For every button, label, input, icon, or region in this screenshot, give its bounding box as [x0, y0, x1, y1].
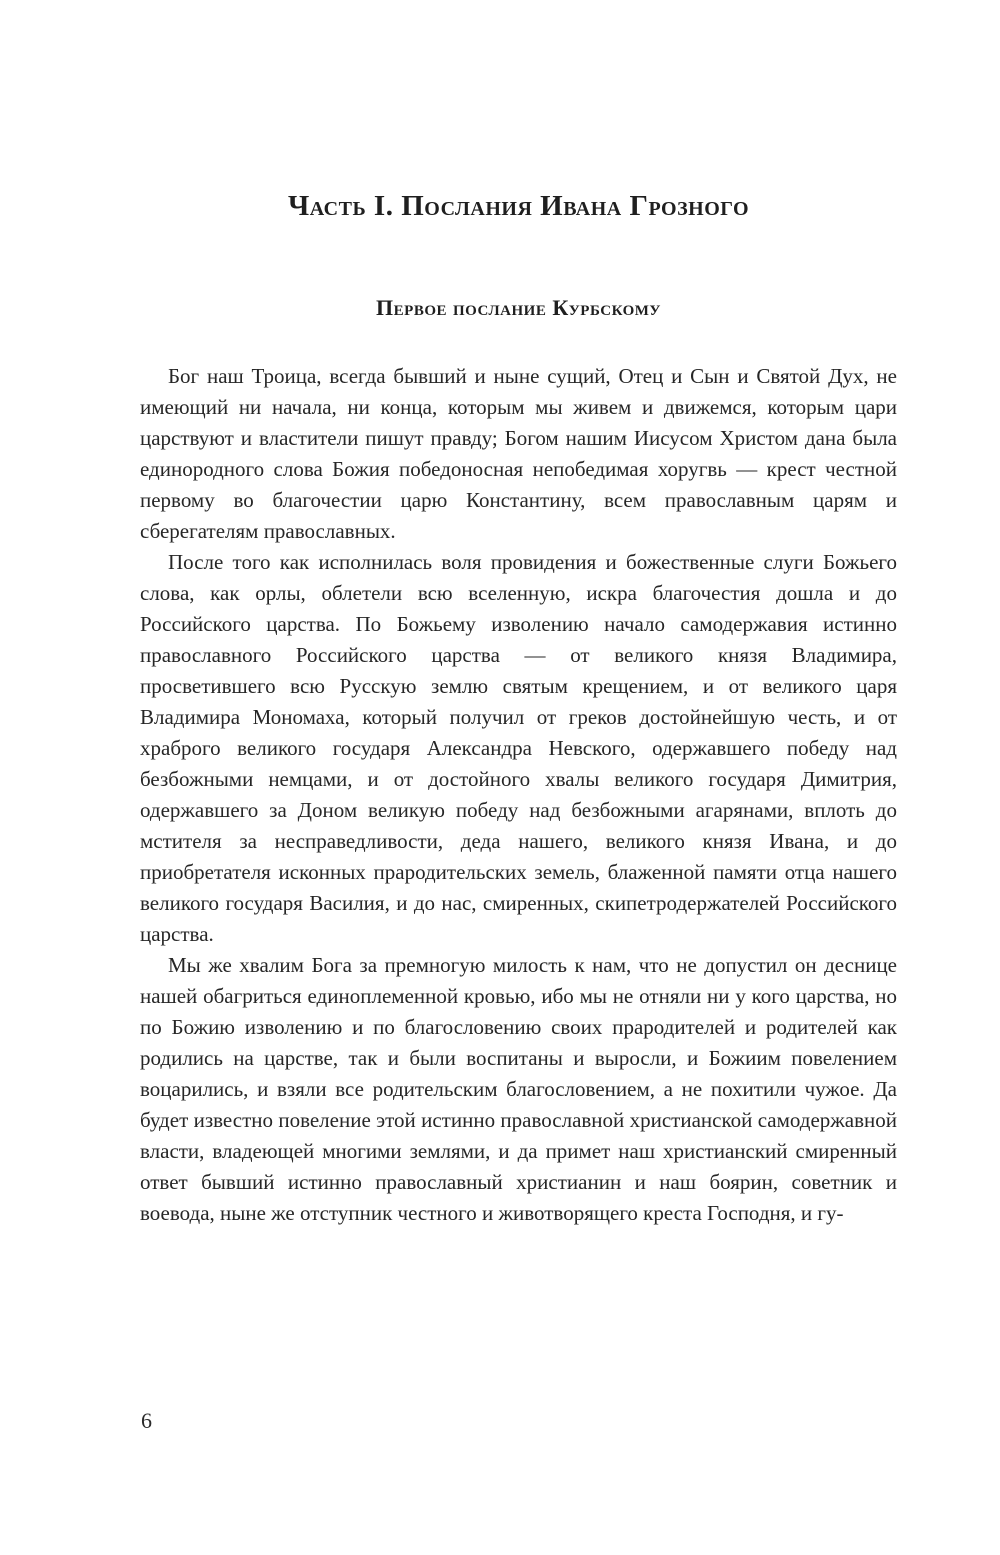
body-text — [140, 361, 897, 1229]
paragraph-3: Мы же хвалим Бога за премногую милость к нам, что не допустил он деснице нашей обагриться единоплеменной кровью, ибо мы не отняли ни у кого царства, но по Божию изволению и по благословению своих прародителей и родителей как родились на царстве, так и были воспитаны и выросли, и Божиим повелением воцарились, и взяли все родительским благословением, а не похитили чужое. Да будет известно повеление этой истинно православной христианской самодержавной власти, владеющей многими землями, и да примет наш христианский смиренный ответ бывший истинно православный христианин и наш боярин, советник и воевода, ныне же отступник честного и животворящего креста Господня, и гу- — [140, 953, 897, 1225]
page-number: 6 — [141, 1408, 152, 1433]
text-block — [140, 0, 897, 1229]
part-title: Часть I. Послания Ивана Грозного — [287, 190, 750, 222]
paragraph-2: После того как исполнилась воля провидения и божественные слуги Божьего слова, как орлы, облетели всю вселенную, искра благочестия дошла и до Российского царства. По Божьему изволению начало самодержавия истинно православного Российского царства — от великого князя Владимира, просветившего всю Русскую землю святым крещением, и от великого царя Владимира Мономаха, который получил от греков достойнейшую честь, и от храброго великого государя Александра Невского, одержавшего победу над безбожными немцами, и от достойного хвалы великого государя Димитрия, одержавшего за Доном великую победу над безбожными агарянами, вплоть до мстителя за несправедливости, деда нашего, великого князя Ивана, и до приобретателя исконных прародительских земель, блаженной памяти отца нашего великого государя Василия, и до нас, смиренных, скипетродержателей Российского царства. — [140, 550, 897, 946]
chapter-title: Первое послание Курбскому — [376, 295, 661, 320]
paragraph-1: Бог наш Троица, всегда бывший и ныне сущий, Отец и Сын и Святой Дух, не имеющий ни начала, ни конца, которым мы живем и движемся, которым цари царствуют и властители пишут правду; Богом нашим Иисусом Христом дана была единородного слова Божия победоносная непобедимая хоругвь — крест честной первому во благочестии царю Константину, всем православным царям и сберегателям православных. — [140, 364, 897, 543]
